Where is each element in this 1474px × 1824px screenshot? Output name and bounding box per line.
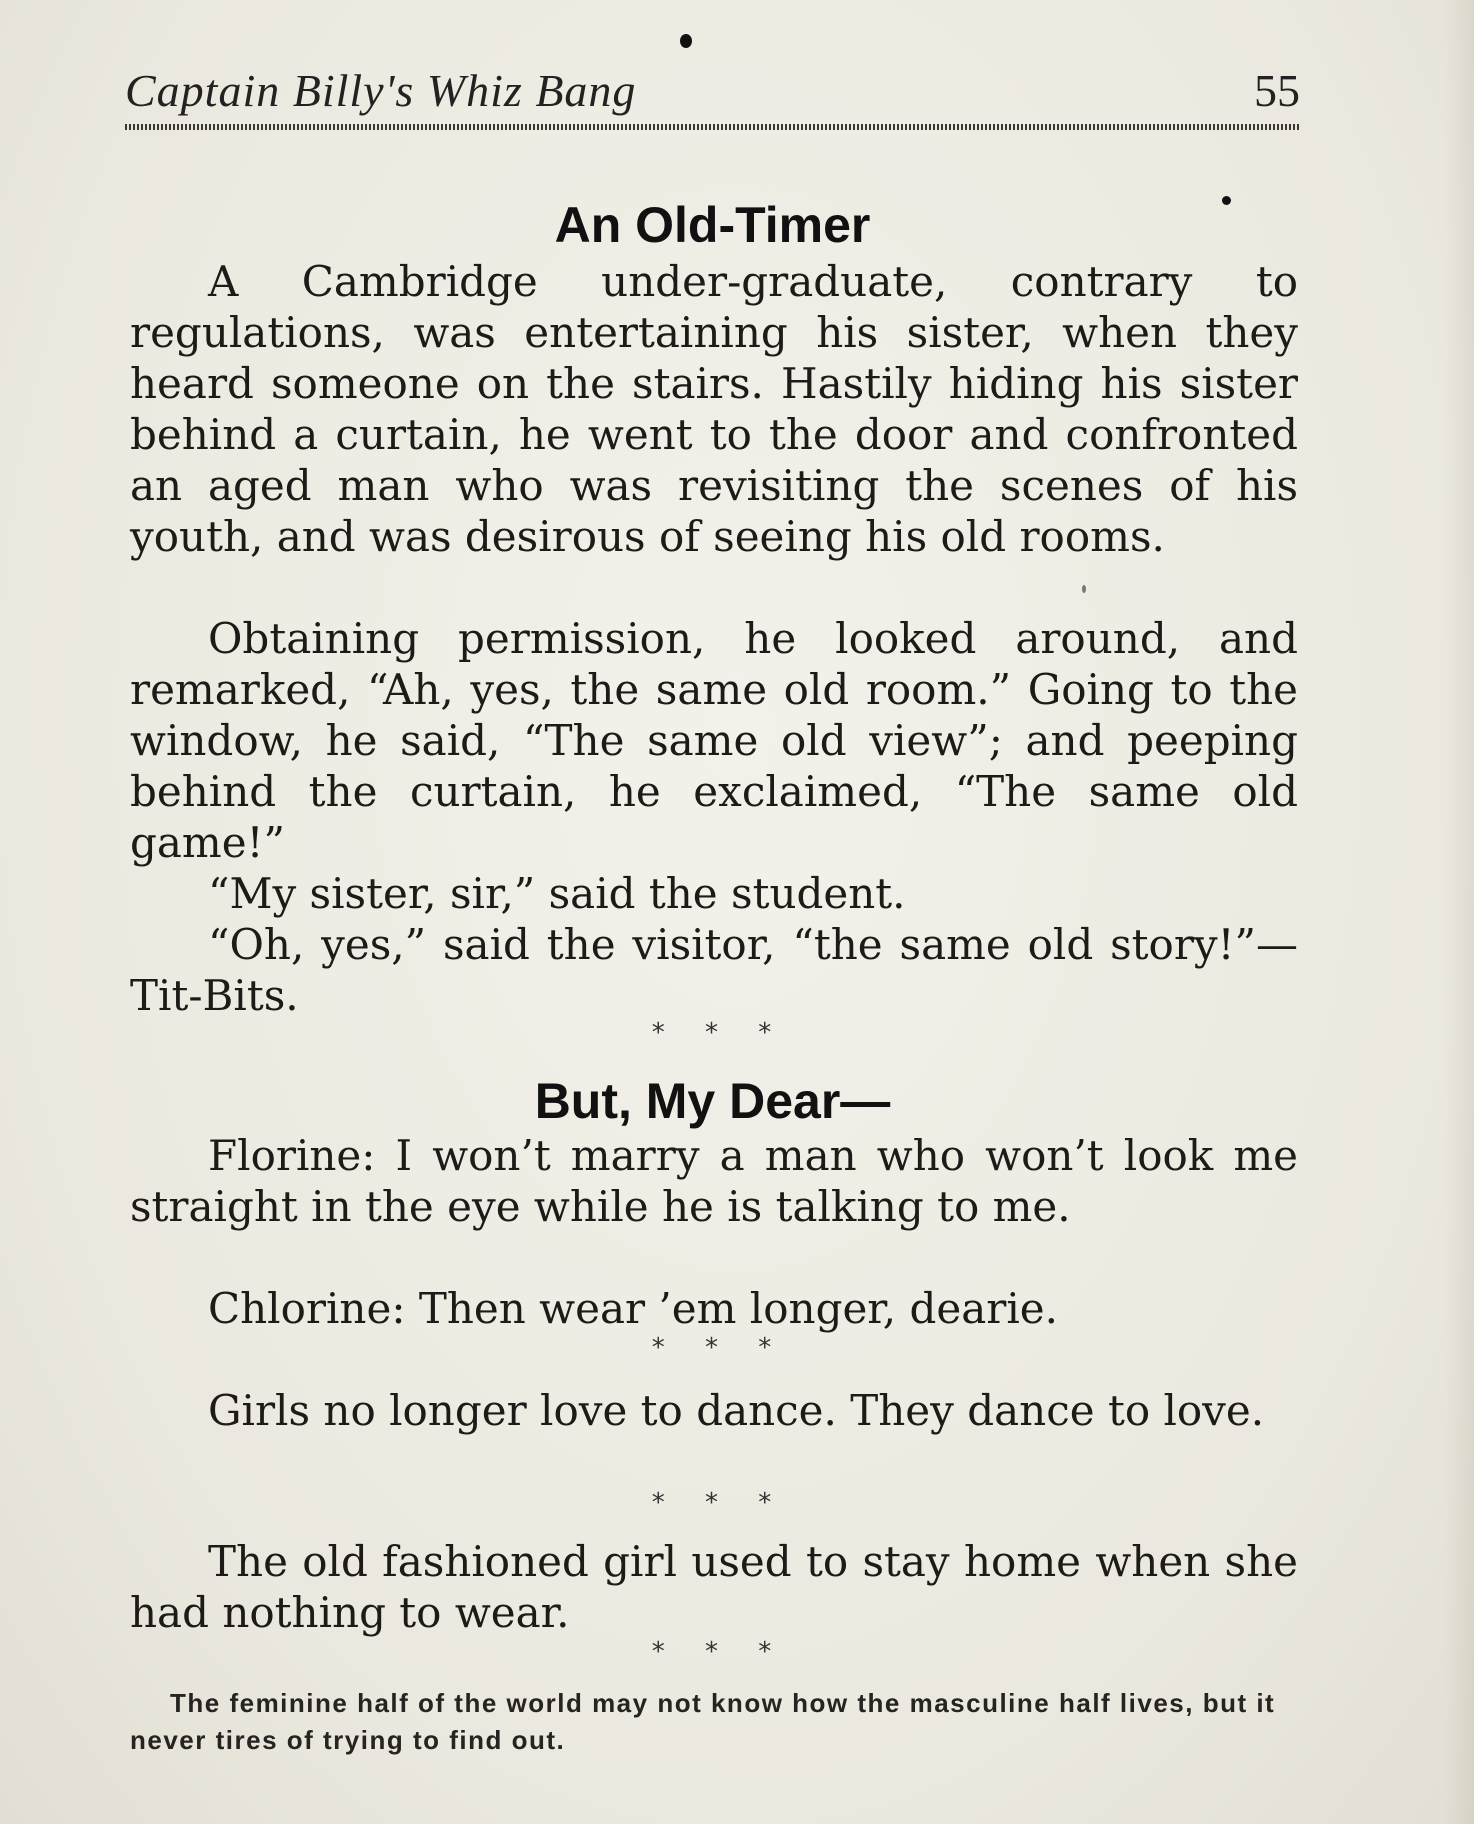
page-edge-shadow [1444, 0, 1474, 1824]
paragraph: Chlorine: Then wear ’em longer, dearie. [208, 1284, 1058, 1333]
paragraph: “Oh, yes,” said the visitor, “the same old story!”—Tit-Bits. [130, 920, 1298, 1020]
section-heading: An Old-Timer [554, 197, 871, 253]
joke-paragraph: The old fashioned girl used to stay home when she had nothing to wear. [130, 1537, 1298, 1637]
paragraph: Florine: I won’t marry a man who won’t look me straight in the eye while he is talking to me. [130, 1131, 1298, 1231]
magazine-title: Captain Billy's Whiz Bang [125, 65, 637, 116]
separator-stars: * * * [651, 1018, 774, 1048]
ink-fleck [1082, 585, 1086, 593]
separator-stars: * * * [651, 1488, 774, 1518]
page-number: 55 [1254, 65, 1300, 116]
running-header [125, 64, 1300, 134]
paragraph: A Cambridge under-graduate, contrary to regulations, was entertaining his sister, when they heard someone on the stairs. Hastily hiding his sister behind a curtain, he went to the door and confronted an aged man who was revisiting the scenes of his youth, and was desirous of seeing his old rooms. [130, 257, 1298, 561]
header-rule [125, 124, 1300, 130]
joke-paragraph: Girls no longer love to dance. They dance to love. [208, 1386, 1265, 1435]
paragraph: “My sister, sir,” said the student. [208, 869, 906, 918]
footer-note: The feminine half of the world may not know how the masculine half lives, but it never tires of trying to find out. [130, 1688, 1276, 1755]
separator-stars: * * * [651, 1637, 774, 1667]
section-heading: But, My Dear— [534, 1073, 891, 1129]
ink-fleck [680, 34, 692, 48]
separator-stars: * * * [651, 1333, 774, 1363]
paragraph: Obtaining permission, he looked around, and remarked, “Ah, yes, the same old room.” Going to the window, he said, “The same old view”; and peeping behind the curtain, he exclaimed, “The same old game!” [130, 614, 1298, 867]
